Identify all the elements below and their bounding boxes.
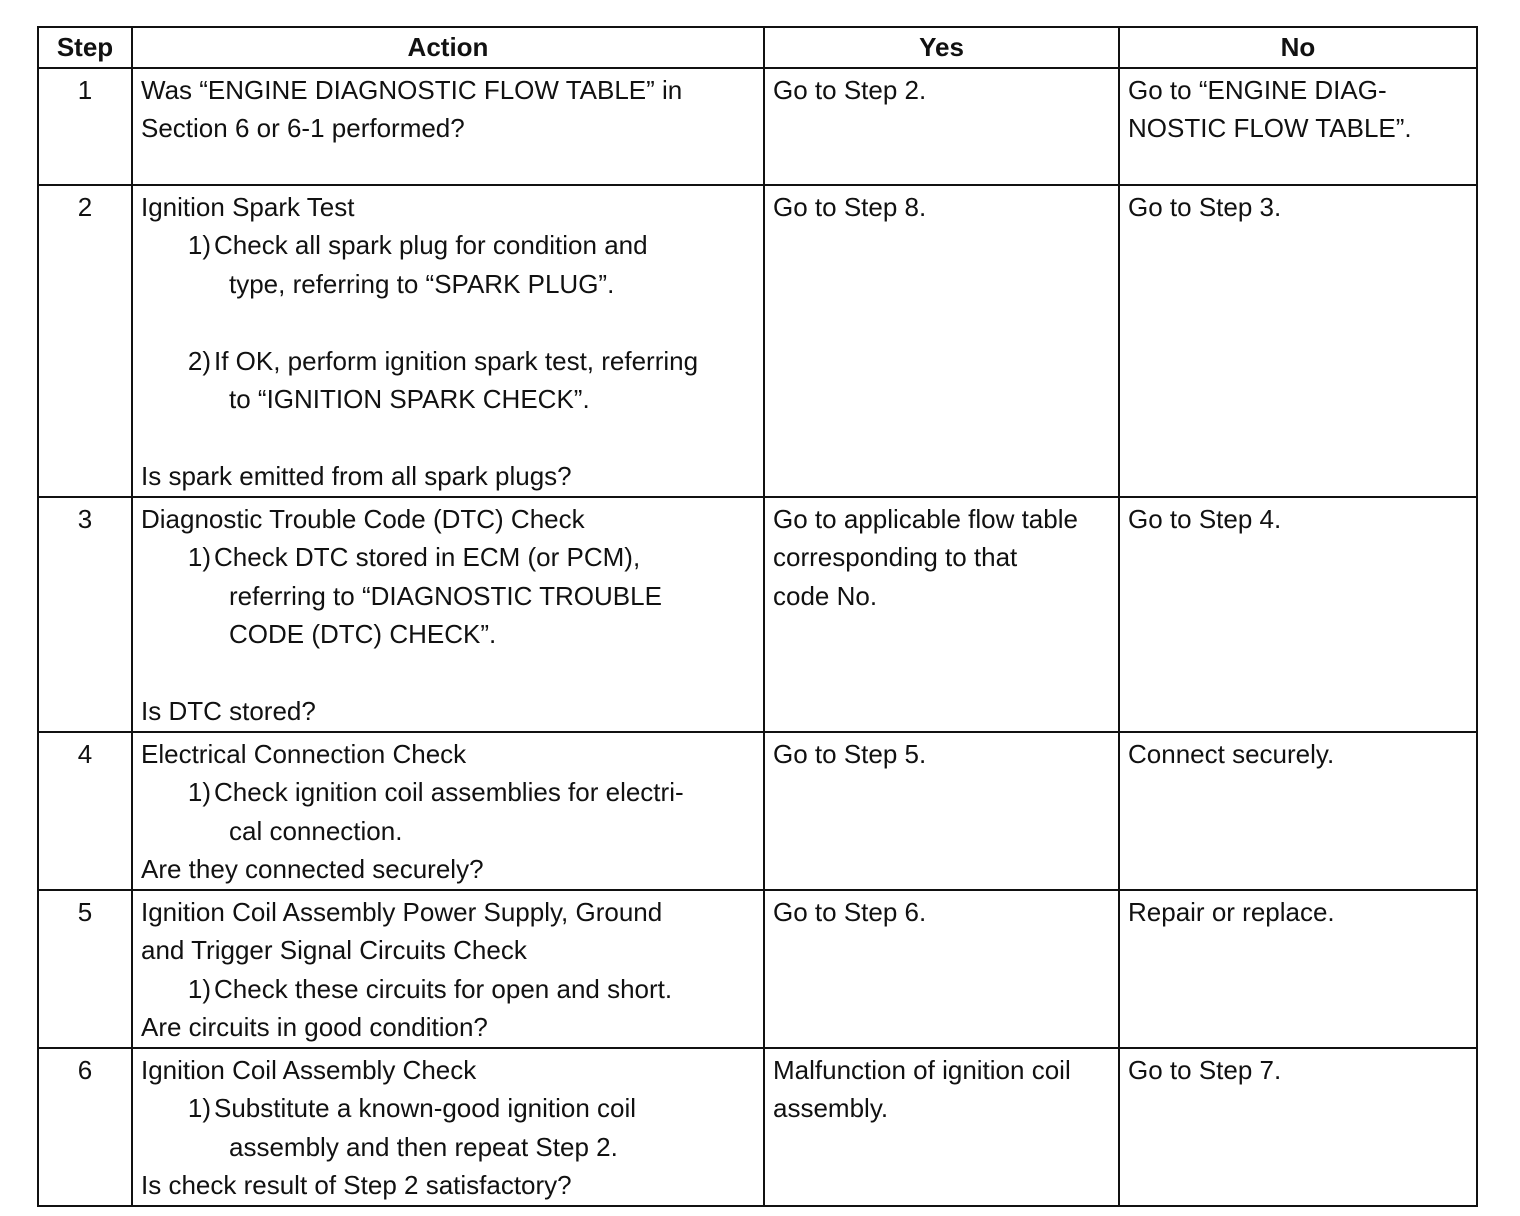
action-question: Is check result of Step 2 satisfactory? — [141, 1170, 572, 1200]
action-cell — [132, 1048, 764, 1206]
no-line: Go to “ENGINE DIAG- — [1128, 74, 1387, 105]
sub-step-number: 1) — [187, 542, 211, 572]
step-number: 4 — [38, 732, 132, 890]
yes-cell — [764, 497, 1119, 732]
yes-line: code No. — [773, 580, 878, 611]
sub-step-line: Check ignition coil assemblies for electri- — [214, 777, 684, 807]
no-cell — [1119, 732, 1477, 890]
action-line: Section 6 or 6-1 performed? — [141, 113, 465, 143]
sub-step-line: cal connection. — [229, 815, 403, 846]
yes-line: Go to Step 8. — [773, 191, 927, 222]
sub-step-line: Substitute a known-good ignition coil — [214, 1093, 637, 1123]
action-cell — [132, 68, 764, 185]
sub-step-line: to “IGNITION SPARK CHECK”. — [229, 384, 590, 414]
no-line: Repair or replace. — [1128, 896, 1335, 927]
yes-cell — [764, 185, 1119, 497]
sub-step-number: 2) — [187, 345, 211, 376]
sub-step-line: Check these circuits for open and short. — [214, 973, 673, 1004]
sub-step — [141, 1089, 755, 1166]
action-line: Was “ENGINE DIAGNOSTIC FLOW TABLE” in — [141, 74, 683, 105]
no-line: Go to Step 4. — [1128, 503, 1282, 534]
header-yes: Yes — [764, 27, 1119, 68]
no-line: NOSTIC FLOW TABLE”. — [1128, 113, 1412, 143]
step-number: 3 — [38, 497, 132, 732]
sub-step — [141, 773, 755, 850]
step-number: 2 — [38, 185, 132, 497]
action-cell — [132, 185, 764, 497]
sub-step — [141, 970, 755, 1009]
action-question: Are circuits in good condition? — [141, 1012, 488, 1042]
yes-line: Go to applicable flow table — [773, 503, 1078, 534]
sub-step — [141, 538, 755, 654]
sub-step-number: 1) — [187, 1093, 211, 1123]
action-title: Ignition Coil Assembly Power Supply, Ground — [141, 896, 663, 927]
action-title: Electrical Connection Check — [141, 738, 467, 769]
yes-cell — [764, 68, 1119, 185]
no-line: Connect securely. — [1128, 738, 1335, 769]
step-number: 6 — [38, 1048, 132, 1206]
action-cell — [132, 732, 764, 890]
action-cell — [132, 890, 764, 1048]
no-line: Go to Step 7. — [1128, 1054, 1282, 1085]
action-cell — [132, 497, 764, 732]
sub-step-line: If OK, perform ignition spark test, referring — [214, 345, 699, 376]
no-line: Go to Step 3. — [1128, 191, 1282, 222]
yes-line: Go to Step 5. — [773, 738, 927, 769]
sub-step — [141, 226, 755, 303]
sub-step — [141, 342, 755, 419]
sub-step-line: assembly and then repeat Step 2. — [229, 1131, 618, 1162]
yes-cell — [764, 890, 1119, 1048]
action-title: Ignition Spark Test — [141, 191, 355, 222]
step-number: 1 — [38, 68, 132, 185]
header-action: Action — [132, 27, 764, 68]
sub-step-line: type, referring to “SPARK PLUG”. — [229, 268, 615, 299]
action-title: Ignition Coil Assembly Check — [141, 1054, 477, 1085]
sub-step-line: referring to “DIAGNOSTIC TROUBLE — [229, 580, 662, 611]
action-title: and Trigger Signal Circuits Check — [141, 935, 527, 965]
table-row — [38, 890, 1477, 1048]
no-cell — [1119, 1048, 1477, 1206]
sub-step-number: 1) — [187, 973, 211, 1004]
table-row — [38, 732, 1477, 890]
sub-step-line: Check all spark plug for condition and — [214, 230, 648, 260]
action-question: Is DTC stored? — [141, 696, 316, 726]
yes-line: Malfunction of ignition coil — [773, 1054, 1071, 1085]
yes-cell — [764, 732, 1119, 890]
yes-line: Go to Step 6. — [773, 896, 927, 927]
action-title: Diagnostic Trouble Code (DTC) Check — [141, 503, 585, 534]
table-row — [38, 185, 1477, 497]
yes-line: corresponding to that — [773, 542, 1018, 572]
no-cell — [1119, 497, 1477, 732]
yes-line: Go to Step 2. — [773, 74, 927, 105]
table-row — [38, 68, 1477, 185]
table-row — [38, 497, 1477, 732]
table-row — [38, 1048, 1477, 1206]
action-question: Are they connected securely? — [141, 854, 484, 884]
diagnostic-flow-table — [37, 26, 1478, 1207]
yes-cell — [764, 1048, 1119, 1206]
action-question: Is spark emitted from all spark plugs? — [141, 461, 572, 491]
no-cell — [1119, 68, 1477, 185]
header-no: No — [1119, 27, 1477, 68]
no-cell — [1119, 890, 1477, 1048]
sub-step-number: 1) — [187, 230, 211, 260]
sub-step-number: 1) — [187, 777, 211, 807]
yes-line: assembly. — [773, 1093, 889, 1123]
step-number: 5 — [38, 890, 132, 1048]
sub-step-line: Check DTC stored in ECM (or PCM), — [214, 542, 641, 572]
header-step: Step — [38, 27, 132, 68]
no-cell — [1119, 185, 1477, 497]
header-row — [38, 27, 1477, 68]
sub-step-line: CODE (DTC) CHECK”. — [229, 619, 497, 649]
